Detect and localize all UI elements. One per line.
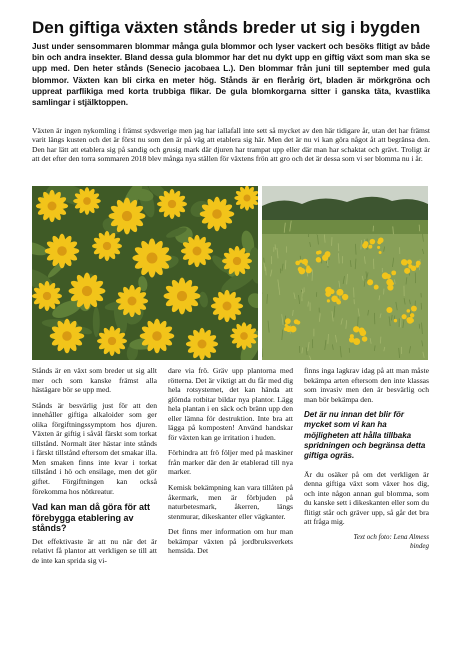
closeup-yellow-flowers-icon	[32, 186, 258, 360]
col1-paragraph-1: Stånds är en växt som breder ut sig allt mer och som kanske främst alla hästägare bör se upp med.	[32, 366, 157, 395]
closeup-flowers-photo	[32, 186, 258, 360]
credit-line-1: Text och foto: Lena Almess	[353, 532, 429, 541]
col1-paragraph-2: Stånds är besvärlig just för att den innehåller giftiga alkaloider som ger olika förgiftningssymptom hos djuren. Växten är giftig i såväl färskt som torkat tillstånd. Normalt äter hästar inte stånds i färskt tillstånd eftersom det smakar illa. Men smaken finns inte kvar i torkat tillstånd i hö och ensilage, men det gör giftet. Förgiftningen kan också förekomma hos nötkreatur.	[32, 400, 157, 496]
column-1	[32, 366, 157, 571]
article-lead: Just under sensommaren blommar många gula blommor och lyser vackert och besöks flitigt av både bin och andra insekter. Bland dessa gula blommor har det nu dykt upp en giftig växt som man ska se upp med. Den heter stånds (Senecio jacobaea L.). Den blommar från juni till september med gula blommor. Växten kan bli cirka en meter hög. Stånds är en flerårig ört, bladen är mörkgröna och uppreat parflikiga med korta trubbiga flikar. De gula blomkorgarna sitter i ganska täta, kvastlika samlingar i stjälktoppen.	[32, 42, 430, 108]
article-intro: Växten är ingen nykomling i främst sydsverige men jag har iallafall inte sett så mycket av den här tidigare år, utan det har främst varit längs kusten och det är först nu som den är på väg att etablera sig här. Men det är nu vi kan göra något åt att begränsa den. Den har lätt att etablera sig på sandig och grusig mark där djuren har trampat upp eller där man har schaktat och grävt. Troligt är att det efter den torra sommaren 2018 blev många nya ställen för växtens frön att gro och det är dessa som vi ser blomma nu i år.	[32, 126, 430, 164]
col2-paragraph-3: Kemisk bekämpning kan vara tillåten på åkermark, men är förbjuden på naturbetesmark, åkerren, längs stenmurar, dikeskanter eller vägkanter.	[168, 483, 293, 521]
column-3	[304, 366, 429, 551]
field-with-yellow-flowers-icon	[262, 186, 428, 360]
article-title: Den giftiga växten stånds breder ut sig i bygden	[32, 18, 421, 37]
credit-line-2: bindeg	[409, 541, 429, 550]
col1-subheading: Vad kan man då göra för att förebygga etablering av stånds?	[32, 502, 151, 534]
col3-paragraph-1: finns inga lagkrav idag på att man måste bekämpa arten eftersom den inte klassas som invasiv men den är besvärlig och man bör bekämpa den.	[304, 366, 429, 404]
photo-credit	[304, 533, 429, 551]
field-photo	[262, 186, 428, 360]
pull-quote: Det är nu innan det blir för mycket som vi kan ha möjligheten att hålla tillbaka spridningen och begränsa detta giftiga ogräs.	[304, 410, 426, 461]
col3-paragraph-2: Är du osäker på om det verkligen är denna giftiga växt som växer hos dig, och inte någon annan gul blomma, som du kanske sett i dikeskanten eller som du flitigt står och gräver upp, så går det bra att fråga mig.	[304, 469, 429, 527]
col2-paragraph-4: Det finns mer information om hur man bekämpar växten på jordbruksverkets hemsida. Det	[168, 527, 293, 556]
col1-paragraph-3: Det effektivaste är att nu när det är relativt få plantor att verkligen se till att de inte kan sprida sig vi-	[32, 536, 157, 565]
column-2	[168, 366, 293, 562]
col2-paragraph-2: Förhindra att frö följer med på maskiner från marker där den är etablerad till nya marker.	[168, 448, 293, 477]
col2-paragraph-1: dare via frö. Gräv upp plantorna med rötterna. Det är viktigt att du får med dig hela rotsystemet, det kan hända att glömda rotbitar bildar nya plantor. Lägg hela plantan i en säck och bränn upp den eller lämna för destruktion. Inte bra att lägga på komposten! Använd handskar för växten kan ge irritation i huden.	[168, 366, 293, 442]
